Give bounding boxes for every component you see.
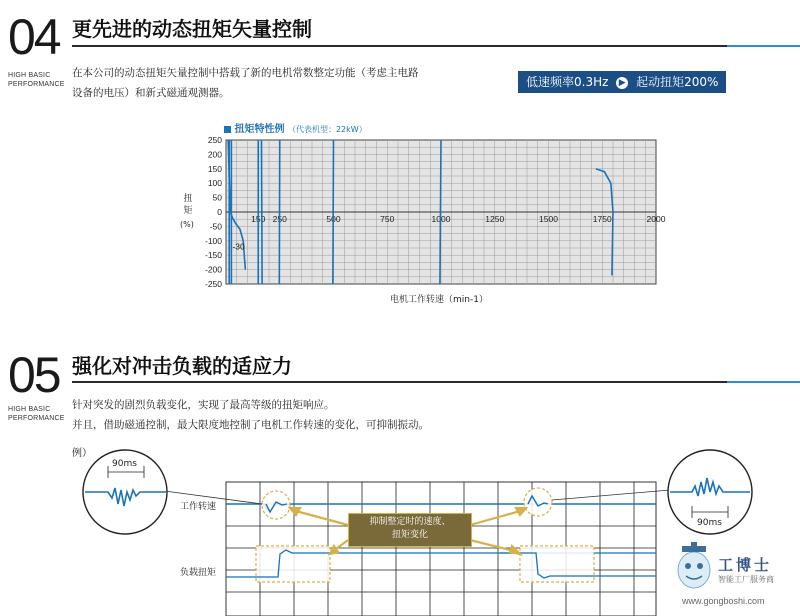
y-tick-label: 100 <box>207 178 222 189</box>
example-label: 例） <box>72 448 92 459</box>
y-tick-label: 150 <box>207 163 222 174</box>
y-tick-label: 250 <box>207 135 222 145</box>
y-tick-label: 200 <box>207 149 222 160</box>
chart-title-note: （代表机型：22kW） <box>287 125 367 134</box>
speed-axis-label: 工作转速 <box>180 502 217 512</box>
y-tick-label: -100 <box>204 235 222 246</box>
y-tick-label: -50 <box>209 221 222 232</box>
x-tick-label: 1500 <box>539 214 558 224</box>
x-tick-label: 150 <box>251 214 266 224</box>
torque-curve <box>440 140 441 284</box>
torque-curve <box>333 140 334 284</box>
y-tick-label: -250 <box>204 279 222 289</box>
callout-suppression <box>348 513 472 547</box>
mascot-icon <box>672 540 716 596</box>
section-04-subtitle <box>8 71 65 89</box>
badge-low-speed: 低速频率0.3Hz <box>526 75 609 89</box>
section-05-desc-line1: 针对突发的剧烈负载变化，实现了最高等级的扭矩响应。 <box>72 399 335 411</box>
section-04-divider <box>72 45 800 47</box>
chart-y-unit: (%) <box>180 220 194 229</box>
torque-chart <box>190 132 666 302</box>
section-05-subtitle <box>8 405 65 423</box>
section-04-desc-line1: 在本公司的动态扭矩矢量控制中搭载了新的电机常数整定功能（考虑主电路 <box>72 67 419 79</box>
x-tick-label: 1750 <box>592 214 612 224</box>
section-04-heading: 更先进的动态扭矩矢量控制 <box>72 17 312 41</box>
section-04-desc-line2: 设备的电压）和新式磁通观测器。 <box>72 87 230 99</box>
x-tick-label: 2000 <box>646 214 666 224</box>
badge-start-torque: 起动扭矩200% <box>636 75 719 89</box>
annotation-label: -30 <box>232 241 245 252</box>
torque-curve <box>261 140 262 284</box>
section-04-description <box>72 63 512 103</box>
section-05-description <box>72 395 772 435</box>
arrow-right-icon: ▶ <box>616 77 628 89</box>
x-tick-label: 250 <box>272 214 287 224</box>
load-axis-label: 负载扭矩 <box>180 568 217 578</box>
chart-y-label-char-2: 矩 <box>183 206 193 216</box>
callout-line1: 抑制整定时的速度、 <box>369 517 451 527</box>
y-tick-label: -150 <box>204 250 222 261</box>
section-04-subtitle-line2: PERFORMANCE <box>8 81 65 88</box>
x-tick-label: 1250 <box>485 214 505 224</box>
x-tick-label: 500 <box>326 214 341 224</box>
y-tick-label: 0 <box>217 207 222 217</box>
section-05-divider <box>72 381 800 383</box>
chart-title-text: 扭矩特性例 <box>234 124 285 135</box>
watermark-tagline: 智能工厂服务商 <box>718 575 774 584</box>
chart-y-label-char-1: 扭 <box>183 194 193 204</box>
zoom-right-time-label: 90ms <box>697 518 722 528</box>
section-05-number: 05 <box>8 347 60 403</box>
chart-x-label: 电机工作转速（min-1） <box>390 295 488 305</box>
watermark <box>672 540 800 616</box>
watermark-name: 工博士 <box>718 556 773 574</box>
callout-line2: 扭矩变化 <box>391 530 428 540</box>
watermark-url: www.gongboshi.com <box>682 596 765 606</box>
section-04-number: 04 <box>8 9 60 65</box>
y-tick-label: -200 <box>204 264 222 275</box>
x-tick-label: 1000 <box>431 214 451 224</box>
zoom-left-time-label: 90ms <box>112 459 137 469</box>
speed-disturbance-marker-right <box>524 488 552 516</box>
section-05-subtitle-line2: PERFORMANCE <box>8 415 65 422</box>
section-05-desc-line2: 并且，借助磁通控制，最大限度地控制了电机工作转速的变化，可抑制振动。 <box>72 419 429 431</box>
y-tick-label: 50 <box>212 192 222 203</box>
section-05-subtitle-line1: HIGH BASIC <box>8 406 51 413</box>
spec-badge <box>518 71 726 93</box>
x-tick-label: 750 <box>380 214 395 224</box>
section-05-heading: 强化对冲击负载的适应力 <box>72 354 292 378</box>
section-04-subtitle-line1: HIGH BASIC <box>8 72 51 79</box>
